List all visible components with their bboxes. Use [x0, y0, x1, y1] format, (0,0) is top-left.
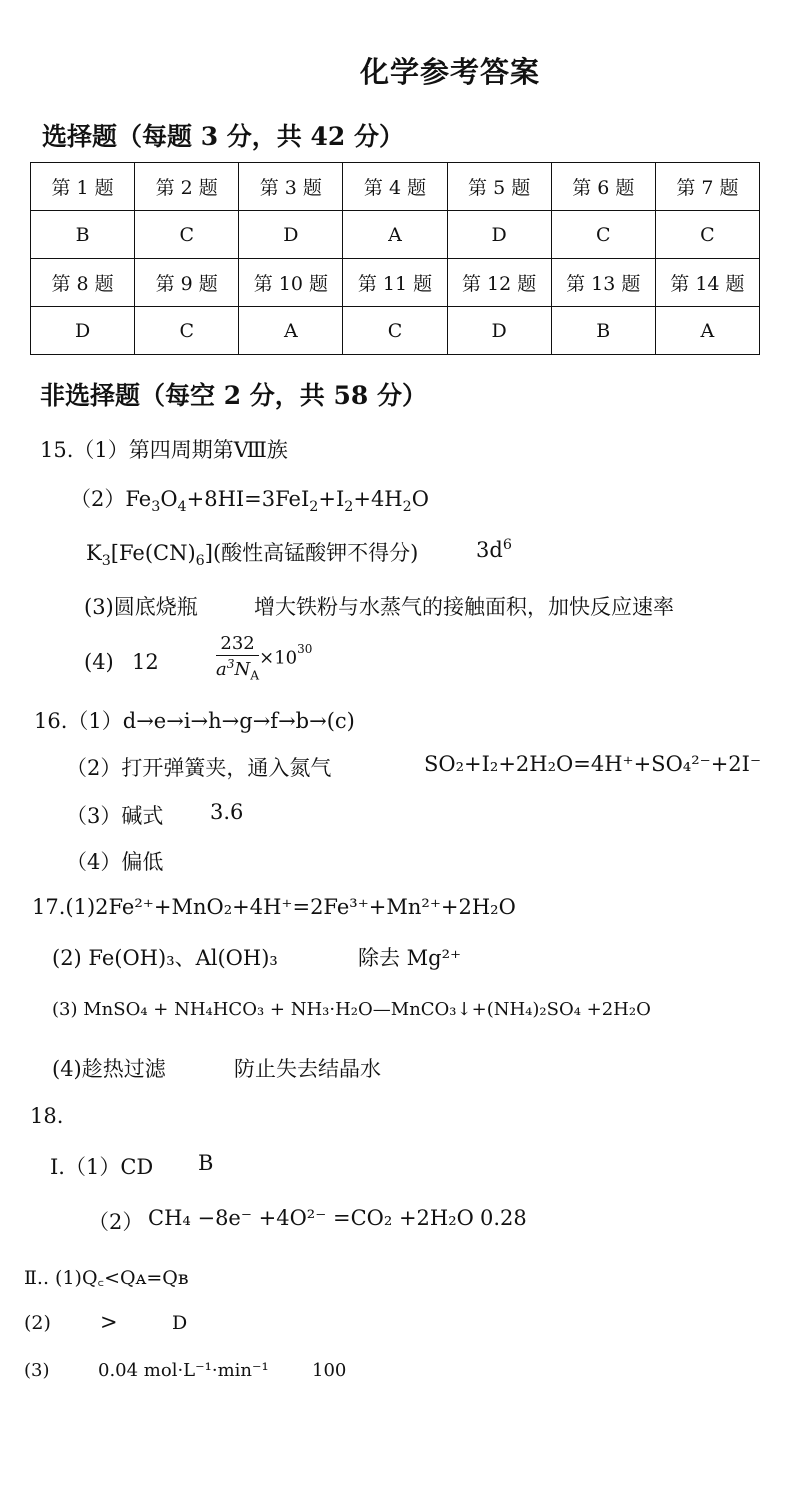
frac-mult: ×10: [259, 647, 298, 669]
q17-part1: 17.(1)2Fe²⁺+MnO₂+4H⁺=2Fe³⁺+Mn²⁺+2H₂O: [32, 895, 516, 919]
frac-exp: 30: [297, 641, 313, 656]
eq-seg: O: [160, 487, 178, 511]
q15-electron-config: [476, 537, 512, 562]
answer-label-row-2: [31, 259, 760, 307]
q15-part3-reason: 增大铁粉与水蒸气的接触面积，加快反应速率: [254, 595, 674, 619]
q15-reagent: [86, 537, 418, 569]
q16-part3-label: （3）碱式: [66, 804, 164, 828]
q15-part3-label: (3)圆底烧瓶: [84, 595, 198, 619]
table-cell: 第 6 题: [551, 163, 655, 211]
q18-ii3-rate: 0.04 mol·L⁻¹·min⁻¹: [98, 1360, 269, 1381]
reagent-seg: [Fe(CN): [110, 541, 196, 565]
table-cell: A: [343, 211, 447, 259]
eq-seg: +I: [318, 487, 345, 511]
table-cell: 第 3 题: [239, 163, 343, 211]
mc-heading: 选择题（每题 3 分，共 42 分）: [42, 122, 405, 151]
table-cell: C: [551, 211, 655, 259]
den-sup: 3: [226, 657, 235, 671]
q18-ii2-value: D: [172, 1312, 188, 1334]
q16-part2-equation: SO₂+I₂+2H₂O=4H⁺+SO₄²⁻+2I⁻: [424, 752, 762, 776]
reagent-sub: 3: [101, 553, 111, 570]
q18-i2-value: 0.28: [480, 1206, 527, 1230]
q16-part4: （4）偏低: [66, 850, 164, 874]
table-cell: 第 8 题: [31, 259, 135, 307]
table-cell: D: [447, 211, 551, 259]
config-text: 3d: [476, 538, 503, 562]
page-title: 化学参考答案: [359, 55, 540, 89]
table-cell: C: [135, 307, 239, 355]
q15-equation: [125, 487, 429, 516]
table-cell: D: [239, 211, 343, 259]
q18-i2-equation: CH₄ −8e⁻ +4O²⁻ =CO₂ +2H₂O: [148, 1206, 474, 1230]
q18-number: 18.: [30, 1104, 64, 1128]
eq-seg: Fe: [125, 487, 152, 511]
reagent-sub: 6: [195, 553, 205, 570]
q15-part2: [70, 483, 429, 515]
table-cell: D: [447, 307, 551, 355]
q17-part3: (3) MnSO₄ + NH₄HCO₃ + NH₃·H₂O—MnCO₃↓+(NH₄)₂SO₄ +2H₂O: [52, 999, 651, 1020]
table-cell: C: [343, 307, 447, 355]
q17-part2-label: (2) Fe(OH)₃、Al(OH)₃: [52, 946, 278, 970]
table-cell: C: [655, 211, 759, 259]
eq-sub: 2: [402, 499, 412, 516]
q18-ii2-sign: >: [100, 1310, 118, 1334]
q15-part4-label: (4): [84, 650, 114, 674]
reagent-seg: K: [86, 541, 102, 565]
q17-part2-note: 除去 Mg²⁺: [358, 946, 462, 970]
table-cell: B: [551, 307, 655, 355]
q15-density-formula: [216, 633, 312, 683]
eq-sub: 4: [177, 499, 187, 516]
q16-part3-value: 3.6: [210, 800, 244, 824]
table-cell: 第 1 题: [31, 163, 135, 211]
eq-seg: +8HI=3FeI: [186, 487, 310, 511]
eq-sub: 3: [151, 499, 161, 516]
q18-ii1: Ⅱ.. (1)Q꜀<Qᴀ=Qʙ: [24, 1267, 189, 1289]
q16-part2-label: （2）打开弹簧夹，通入氮气: [66, 756, 332, 780]
q15-part1: 15.（1）第四周期第Ⅷ族: [40, 438, 288, 462]
q17-part4-note: 防止失去结晶水: [234, 1057, 381, 1081]
fraction-numerator: 232: [216, 633, 259, 656]
reagent-note: (酸性高锰酸钾不得分): [212, 541, 419, 565]
config-sup: 6: [502, 537, 512, 553]
table-cell: A: [239, 307, 343, 355]
table-cell: D: [31, 307, 135, 355]
q18-ii3-label: (3): [24, 1360, 50, 1381]
table-cell: 第 13 题: [551, 259, 655, 307]
den-sub: A: [250, 668, 260, 683]
eq-seg: O: [411, 487, 429, 511]
fraction-denominator: [216, 656, 259, 683]
eq-sub: 2: [344, 499, 354, 516]
q17-part4-label: (4)趁热过滤: [52, 1057, 166, 1081]
table-cell: 第 11 题: [343, 259, 447, 307]
fraction: [216, 633, 259, 683]
table-cell: 第 4 题: [343, 163, 447, 211]
q16-part1: 16.（1）d→e→i→h→g→f→b→(c): [34, 709, 355, 733]
den-a: a: [216, 659, 227, 680]
eq-sub: 2: [309, 499, 319, 516]
q18-ii3-value: 100: [312, 1360, 347, 1381]
table-cell: 第 14 题: [655, 259, 759, 307]
q15-part2-label: （2）: [70, 487, 126, 511]
table-cell: 第 9 题: [135, 259, 239, 307]
free-response-heading: 非选择题（每空 2 分，共 58 分）: [40, 381, 428, 410]
table-cell: 第 12 题: [447, 259, 551, 307]
table-cell: 第 2 题: [135, 163, 239, 211]
table-cell: 第 7 题: [655, 163, 759, 211]
table-cell: B: [31, 211, 135, 259]
eq-seg: +4H: [353, 487, 403, 511]
answer-table: [30, 162, 760, 355]
den-n: N: [234, 659, 251, 680]
reagent-seg: ]: [204, 541, 213, 565]
table-cell: 第 10 题: [239, 259, 343, 307]
answer-label-row-1: [31, 163, 760, 211]
table-cell: A: [655, 307, 759, 355]
q18-i1-label: I.（1）CD: [50, 1155, 154, 1179]
q15-part4-value: 12: [132, 650, 159, 674]
table-cell: 第 5 题: [447, 163, 551, 211]
answer-value-row-2: [31, 307, 760, 355]
answer-value-row-1: [31, 211, 760, 259]
q18-i2-label: （2）: [88, 1210, 144, 1234]
q18-i1-value: B: [198, 1151, 214, 1175]
table-cell: C: [135, 211, 239, 259]
q18-ii2-label: (2): [24, 1312, 51, 1334]
